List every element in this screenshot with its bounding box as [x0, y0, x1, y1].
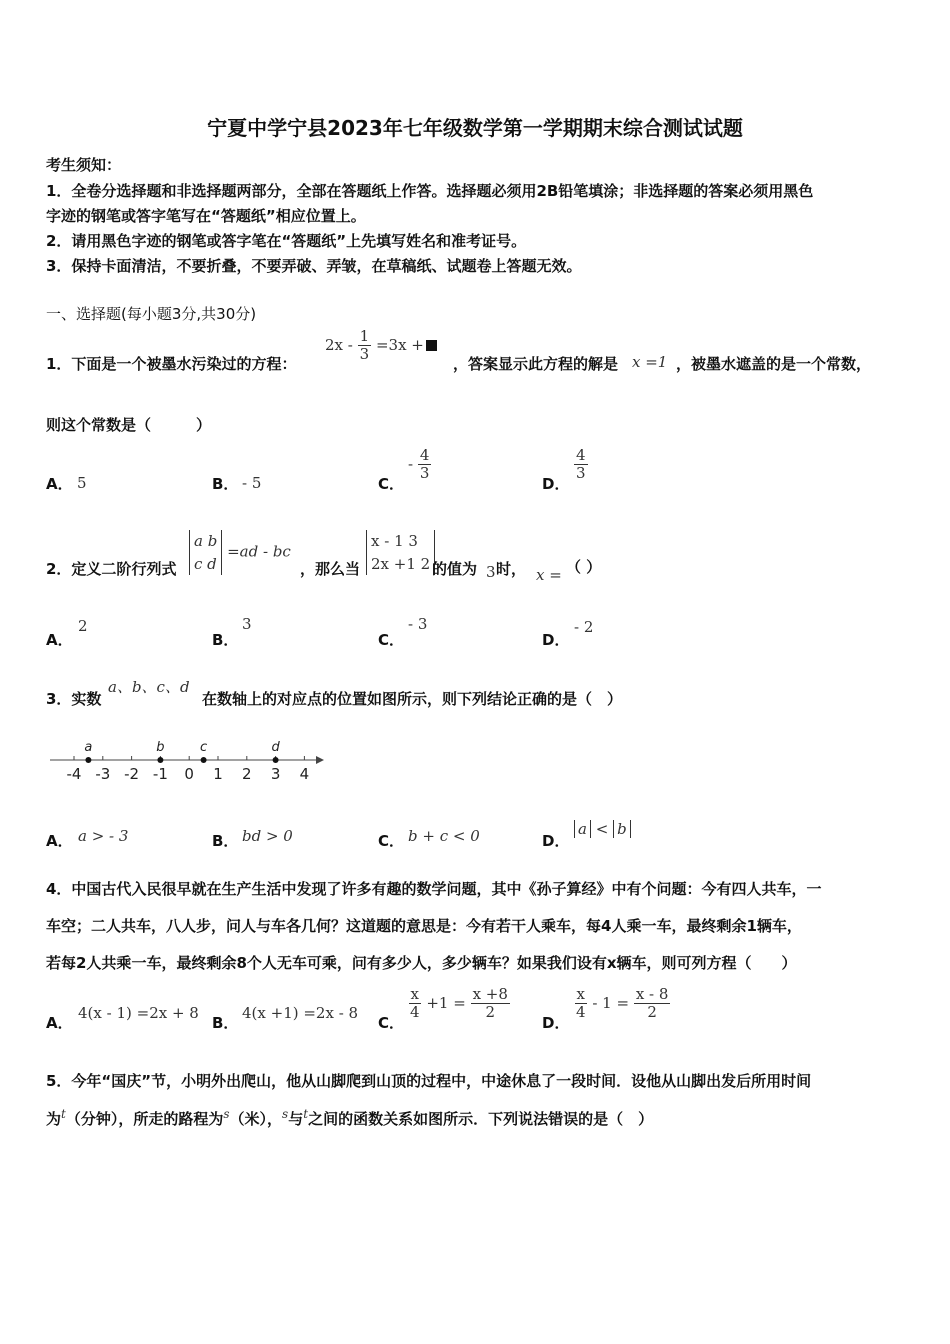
q1-option-c-den: 3 — [419, 464, 430, 483]
q1-option-d-num: 4 — [576, 446, 586, 464]
q4-option-d — [574, 986, 670, 1022]
q1-option-b: - 5 — [242, 474, 262, 492]
q4-option-a: 4(x - 1) =2x + 8 — [78, 1004, 199, 1022]
q1-option-d — [574, 447, 588, 483]
q2-after: 的值为 — [432, 560, 478, 578]
notice-line-3: 3．保持卡面清洁，不要折叠，不要弄破、弄皱，在草稿纸、试题卷上答题无效。 — [46, 257, 582, 275]
q1-equation — [325, 328, 437, 364]
q2-determinant2 — [366, 530, 435, 575]
number-line-tick-label: -1 — [152, 765, 168, 783]
number-line-point-a — [85, 757, 91, 763]
q2-det-matrix — [189, 530, 222, 575]
q1-eq-right: =3x + — [375, 335, 424, 354]
ink-blot-icon — [426, 340, 437, 351]
number-line-tick-label: 4 — [299, 765, 310, 783]
q1-option-b-label: B． — [212, 475, 239, 493]
q1-option-a-label: A． — [46, 475, 73, 493]
q5-var-t2: t — [303, 1107, 309, 1121]
q2-prefix: 2．定义二阶行列式 — [46, 560, 177, 578]
number-line-point-c — [201, 757, 207, 763]
q5-line1: 5．今年“国庆”节，小明外出爬山，他从山脚爬到山顶的过程中，中途休息了一段时间．设他从山脚出发后所用时间 — [46, 1072, 812, 1090]
q2-option-a: 2 — [78, 617, 88, 635]
number-line-tick-label: 2 — [242, 765, 252, 783]
notice-line-2: 2．请用黑色字迹的钢笔或答字笔在“答题纸”上先填写姓名和准考证号。 — [46, 232, 527, 250]
q2-when: 时， — [496, 560, 527, 578]
q2-det2-row1: x - 1 3 — [371, 532, 418, 550]
q4-line3: 若每2人共乘一车，最终剩余8个人无车可乘，问有多少人，多少辆车？如果我们设有x辆车，则可列方程（ ） — [46, 954, 797, 972]
q4-option-c-num2: x +8 — [472, 985, 508, 1003]
q1-eq-left: 2x - — [325, 335, 353, 354]
q2-option-c-label: C． — [378, 631, 405, 649]
q4-line2: 车空；二人共车，八人步，问人与车各几何？这道题的意思是：今有若干人乘车，每4人乘一车，最终剩余1辆车， — [46, 917, 802, 935]
number-line-point-b — [157, 757, 163, 763]
q1-option-d-label: D． — [542, 475, 570, 493]
q1-suffix: ，被墨水遮盖的是一个常数， — [676, 355, 872, 373]
q3-option-d-lt: < — [595, 820, 609, 838]
q2-option-d: - 2 — [574, 618, 594, 636]
q2-determinant — [189, 530, 291, 575]
q4-option-d-mid: - 1 = — [592, 993, 630, 1012]
q4-option-c-frac2 — [471, 986, 510, 1022]
q3-suffix: 在数轴上的对应点的位置如图所示，则下列结论正确的是（ ） — [202, 690, 623, 708]
notice-line-1b: 字迹的钢笔或答字笔写在“答题纸”相应位置上。 — [46, 207, 366, 225]
q4-option-d-den1: 4 — [576, 1003, 586, 1022]
q4-option-d-num1: x — [576, 985, 585, 1003]
number-line-point-label-a: a — [84, 740, 93, 755]
q2-option-b: 3 — [242, 615, 252, 633]
q2-det-row1: a b — [194, 532, 218, 550]
q1-option-c — [408, 447, 431, 483]
section-heading: 一、选择题(每小题3分,共30分) — [46, 305, 257, 323]
q4-option-c — [408, 986, 510, 1022]
q5-l2e: 之间的函数关系如图所示．下列说法错误的是（ ） — [308, 1110, 654, 1128]
number-line-tick-label: -4 — [66, 765, 82, 783]
q4-option-c-den1: 4 — [410, 1003, 420, 1022]
q1-frac-num: 1 — [359, 327, 370, 345]
notice-heading: 考生须知： — [46, 156, 122, 174]
number-line-arrow-icon — [316, 756, 324, 764]
q5-l2b: （分钟），所走的路程为 — [65, 1110, 224, 1128]
q3-option-c-label: C． — [378, 832, 405, 850]
q3-option-d-abs-a: a — [574, 820, 591, 838]
number-line-tick-label: -3 — [95, 765, 111, 783]
q1-option-c-sign: - — [408, 454, 414, 473]
q1-fraction — [358, 328, 372, 364]
number-line-tick-label: -2 — [124, 765, 140, 783]
q4-option-d-label: D． — [542, 1014, 570, 1032]
q1-option-c-label: C． — [378, 475, 405, 493]
q2-option-b-label: B． — [212, 631, 239, 649]
q2-value: 3 — [486, 563, 496, 581]
q1-option-c-fraction — [418, 447, 432, 483]
q5-line2 — [46, 1107, 653, 1129]
q1-middle: ，答案显示此方程的解是 — [453, 355, 619, 373]
q4-option-c-num1: x — [410, 985, 419, 1003]
q3-option-d-abs-b: b — [613, 820, 631, 838]
q4-option-b-label: B． — [212, 1014, 239, 1032]
q5-l2a: 为 — [46, 1110, 62, 1128]
number-line-tick-label: 0 — [184, 765, 194, 783]
q2-det2-row2: 2x +1 2 — [371, 554, 431, 573]
page-title: 宁夏中学宁县2023年七年级数学第一学期期末综合测试试题 — [207, 116, 743, 140]
q1-prefix: 1．下面是一个被墨水污染过的方程： — [46, 355, 297, 373]
q1-line2: 则这个常数是（ ） — [46, 416, 212, 434]
q1-option-d-fraction — [574, 447, 588, 483]
q3-option-d-label: D． — [542, 832, 570, 850]
number-line-point-label-c: c — [200, 740, 208, 755]
notice-line-1: 1．全卷分选择题和非选择题两部分，全部在答题纸上作答。选择题必须用2B铅笔填涂；非选择题的答案必须用黑色 — [46, 182, 814, 200]
q4-option-d-frac2 — [634, 986, 671, 1022]
q1-frac-den: 3 — [359, 345, 370, 364]
q4-option-d-frac1 — [574, 986, 588, 1022]
q3-option-a-label: A． — [46, 832, 73, 850]
q2-x-eq: x = — [536, 566, 562, 584]
number-line-tick-label: 1 — [213, 765, 223, 783]
q2-paren: （ ） — [566, 558, 602, 576]
q4-option-c-den2: 2 — [485, 1003, 495, 1022]
q4-option-b: 4(x +1) =2x - 8 — [242, 1004, 359, 1022]
q5-var-s2: s — [282, 1107, 289, 1121]
number-line-point-label-d: d — [271, 740, 280, 755]
q3-option-b-label: B． — [212, 832, 239, 850]
q2-det-row2: c d — [194, 554, 217, 573]
q2-option-d-label: D． — [542, 631, 570, 649]
q4-option-a-label: A． — [46, 1014, 73, 1032]
q3-vars: a、b、c、d — [108, 678, 190, 696]
q5-var-t: t — [61, 1107, 66, 1121]
q1-solution: x =1 — [632, 353, 668, 371]
q2-det-def: =ad - bc — [227, 542, 291, 561]
q3-option-d — [574, 820, 631, 838]
number-line-point-d — [273, 757, 279, 763]
number-line — [46, 734, 336, 784]
q4-option-c-mid: +1 = — [426, 993, 466, 1012]
q3-option-b: bd > 0 — [242, 827, 293, 845]
q3-prefix: 3．实数 — [46, 690, 102, 708]
number-line-tick-label: 3 — [270, 765, 281, 783]
q4-option-c-label: C． — [378, 1014, 405, 1032]
q2-middle: ，那么当 — [300, 560, 361, 578]
number-line-point-label-b: b — [156, 740, 165, 755]
q2-option-c: - 3 — [408, 615, 428, 633]
q5-var-s: s — [223, 1107, 230, 1121]
q4-option-d-num2: x - 8 — [635, 985, 669, 1003]
q1-option-a: 5 — [77, 474, 87, 492]
q2-det2-matrix — [366, 530, 435, 575]
q5-l2c: （米）， — [229, 1110, 283, 1128]
q4-option-c-frac1 — [408, 986, 422, 1022]
q2-option-a-label: A． — [46, 631, 73, 649]
q3-option-a: a > - 3 — [78, 827, 129, 845]
q4-option-d-den2: 2 — [647, 1003, 657, 1022]
q3-option-c: b + c < 0 — [408, 827, 480, 845]
q5-l2d: 与 — [288, 1110, 304, 1128]
q4-line1: 4．中国古代入民很早就在生产生活中发现了许多有趣的数学问题，其中《孙子算经》中有个问题：今有四人共车，一 — [46, 880, 822, 898]
q1-option-d-den: 3 — [576, 464, 586, 483]
q1-option-c-num: 4 — [419, 446, 430, 464]
